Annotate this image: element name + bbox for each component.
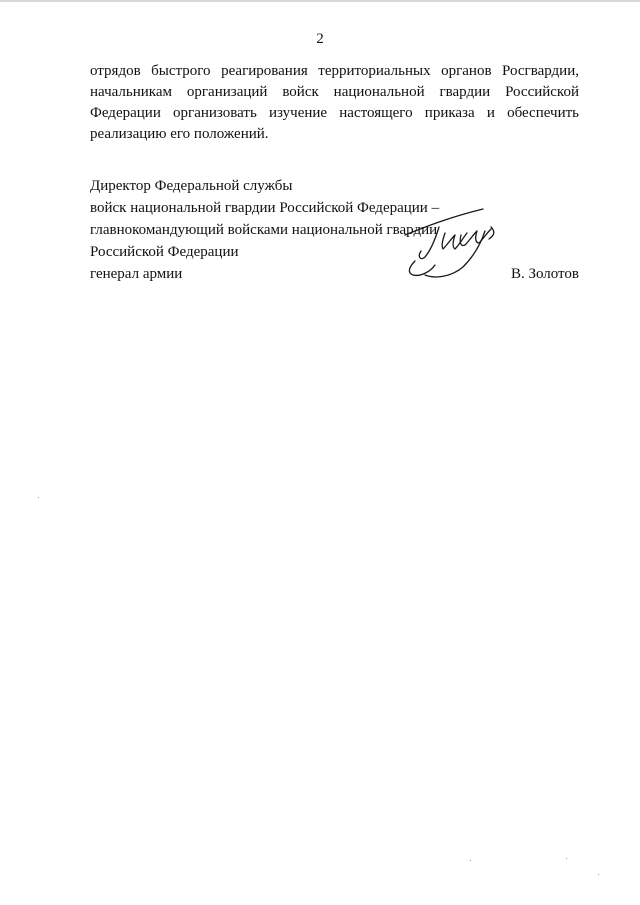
body-line: начальникам организаций войск национальной гвардии Российской <box>90 84 579 100</box>
signer-title-line: главнокомандующий войсками национальной гвардии <box>90 222 438 238</box>
scan-speck <box>566 858 567 859</box>
signer-rank: генерал армии <box>90 266 183 282</box>
signer-title-line: Директор Федеральной службы <box>90 178 293 194</box>
body-paragraph <box>90 61 579 145</box>
handwritten-signature <box>395 205 515 280</box>
page-number: 2 <box>316 31 324 47</box>
scan-top-edge <box>0 0 640 2</box>
body-line: Федерации организовать изучение настоящего приказа и обеспечить <box>90 105 579 121</box>
scan-speck <box>470 860 471 861</box>
body-line: отрядов быстрого реагирования территориальных органов Росгвардии, <box>90 63 579 79</box>
signer-name: В. Золотов <box>510 266 579 282</box>
signer-title-line: войск национальной гвардии Российской Федерации – <box>90 200 440 216</box>
signer-title-line: Российской Федерации <box>90 244 239 260</box>
body-line: реализацию его положений. <box>90 126 269 142</box>
scan-speck <box>598 874 599 875</box>
scan-speck <box>38 497 39 498</box>
